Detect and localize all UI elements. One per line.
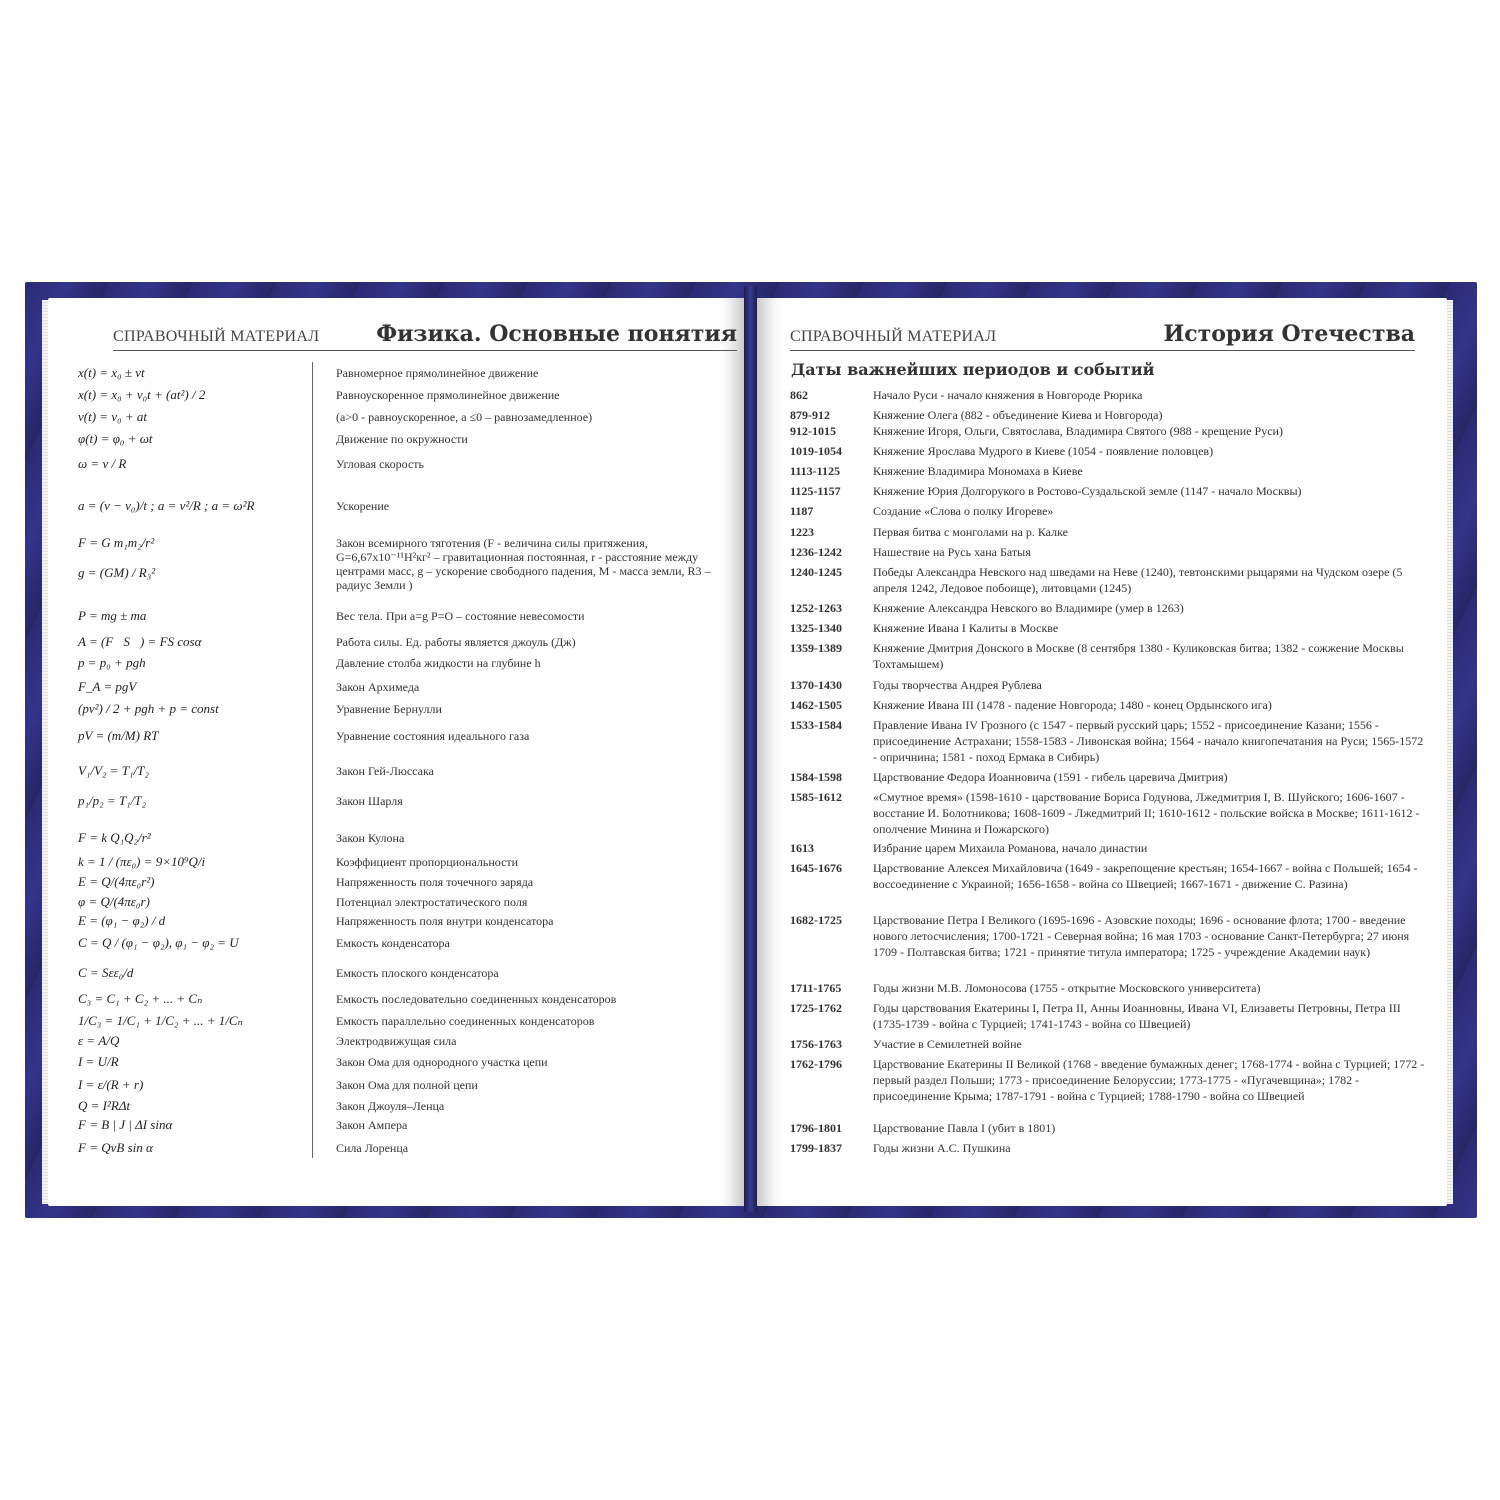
history-event: Начало Руси - начало княжения в Новгороде Рюрика xyxy=(873,388,1143,402)
history-year: 1252-1263 xyxy=(790,601,842,615)
history-event: Царствование Екатерины II Великой (1768 - введение бумажных денег; 1768-1774 - война с Турцией; 1772 - первый раздел Польши; 1773 - присоединение Белоруссии; 1773-1775 - «Пугачевщина»; 1782 - присоединение Крыма; 1787-1791 - война с Турцией; 1788-1790 - война со Швецией xyxy=(873,1057,1425,1103)
formula-description: Уравнение состояния идеального газа xyxy=(336,729,530,743)
history-event: Царствование Алексея Михайловича (1649 - закрепощение крестьян; 1654-1667 - война с Польшей; 1654 - воссоединение с Украиной; 1656-1658 - война со Швецией; 1667-1671 - движение С. Разина) xyxy=(873,861,1418,891)
history-event: Участие в Семилетней войне xyxy=(873,1037,1022,1051)
left-page-title: Физика. Основные понятия xyxy=(376,321,737,347)
history-event: Победы Александра Невского над шведами на Неве (1240), тевтонскими рыцарями на Чудском озере (5 апреля 1242, Ледовое побоище), литовцами (1245) xyxy=(873,565,1403,595)
history-event: Княжение Олега (882 - объединение Киева и Новгорода) xyxy=(873,408,1163,422)
history-event: Княжение Владимира Мономаха в Киеве xyxy=(873,464,1083,478)
formula-description: Закон Ома для однородного участка цепи xyxy=(336,1055,548,1069)
history-year: 1019-1054 xyxy=(790,444,842,458)
formula: F = B | J | ΔI sinα xyxy=(78,1117,173,1132)
history-year: 1223 xyxy=(790,525,814,539)
formula: x(t) = x₀ ± vt xyxy=(78,365,145,380)
left-page-header xyxy=(113,322,737,351)
history-event: Избрание царем Михаила Романова, начало династии xyxy=(873,841,1148,855)
formula: C = Sεε₀/d xyxy=(78,965,134,980)
formula-description: Уравнение Бернулли xyxy=(336,702,442,716)
formula: E = Q/(4πε₀r²) xyxy=(78,874,155,889)
formula: F_A = pgV xyxy=(78,679,137,694)
formula: I = U/R xyxy=(78,1054,119,1069)
history-event: Годы жизни А.С. Пушкина xyxy=(873,1141,1011,1155)
formula: pV = (m/M) RT xyxy=(78,728,159,743)
formula: I = ε/(R + r) xyxy=(78,1077,144,1092)
formula-description: Емкость плоского конденсатора xyxy=(336,966,499,980)
formula: ω = v / R xyxy=(78,456,127,471)
formula: Q = I²RΔt xyxy=(78,1098,131,1113)
formula-description: Закон Кулона xyxy=(336,831,405,845)
formula-description: Работа силы. Ед. работы является джоуль (Дж) xyxy=(336,635,576,649)
formula: k = 1 / (πε₀) = 9×10⁹Q/i xyxy=(78,854,206,869)
history-event: Правление Ивана IV Грозного (с 1547 - первый русский царь; 1552 - присоединение Казани; 1556 - присоединение Астрахани; 1558-1583 - Ливонская война; 1564 - начало книгопечатания на Руси; 1565-1572 - опричнина; 1581 - поход Ермака в Сибирь) xyxy=(873,718,1424,764)
formula: C = Q / (φ₁ − φ₂), φ₁ − φ₂ = U xyxy=(78,935,239,950)
history-year: 1325-1340 xyxy=(790,621,842,635)
formula-description: Вес тела. При a=g P=O – состояние невесомости xyxy=(336,609,585,623)
history-year: 1796-1801 xyxy=(790,1121,842,1135)
history-year: 1113-1125 xyxy=(790,464,841,478)
formula-description: Закон Ома для полной цепи xyxy=(336,1078,478,1092)
history-event: Царствование Павла I (убит в 1801) xyxy=(873,1121,1056,1135)
history-year: 1762-1796 xyxy=(790,1057,842,1071)
formula-description: Движение по окружности xyxy=(336,432,468,446)
formula-description: Закон всемирного тяготения (F - величина силы притяжения, G=6,67x10⁻¹¹Н²кг² – гравитационная постоянная, r - расстояние между центрами масс, g – ускорение свободного падения, М - масса земли, R3 – радиус Земли ) xyxy=(336,536,711,592)
formula-description: Равномерное прямолинейное движение xyxy=(336,366,539,380)
formula-description: Напряженность поля точечного заряда xyxy=(336,875,534,889)
history-event: «Смутное время» (1598-1610 - царствование Бориса Годунова, Лжедмитрия I, В. Шуйского; 1606-1607 - восстание И. Болотникова; 1608-1609 - Лжедмитрий II; 1610-1612 - польские войска в Москве; 1611-1612 - ополчение Минина и Пожарского) xyxy=(873,790,1420,836)
history-event: Княжение Ивана I Калиты в Москве xyxy=(873,621,1059,635)
notebook-spine xyxy=(744,286,757,1212)
history-year: 1240-1245 xyxy=(790,565,842,579)
history-year: 1370-1430 xyxy=(790,678,842,692)
history-year: 862 xyxy=(790,388,808,402)
formula: A = (F⃗S⃗) = FS cosα xyxy=(78,634,202,649)
formula: g = (GM) / R₃² xyxy=(78,565,156,580)
history-year: 1725-1762 xyxy=(790,1001,842,1015)
formula: F = k Q₁Q₂/r² xyxy=(78,830,151,845)
formula: v(t) = v₀ + at xyxy=(78,409,147,424)
history-year: 1585-1612 xyxy=(790,790,842,804)
formula-description: Закон Гей-Люссака xyxy=(336,764,434,778)
formula: 1/C₃ = 1/C₁ + 1/C₂ + ... + 1/Cₙ xyxy=(78,1013,243,1028)
history-year: 1533-1584 xyxy=(790,718,842,732)
formula: V₁/V₂ = T₁/T₂ xyxy=(78,763,149,778)
history-event: Годы жизни М.В. Ломоносова (1755 - открытие Московского университета) xyxy=(873,981,1261,995)
formula-description: Емкость параллельно соединенных конденсаторов xyxy=(336,1014,595,1028)
history-event: Нашествие на Русь хана Батыя xyxy=(873,545,1031,559)
history-year: 879-912 xyxy=(790,408,830,422)
history-year: 1359-1389 xyxy=(790,641,842,655)
history-event: Царствование Федора Иоанновича (1591 - гибель царевича Дмитрия) xyxy=(873,770,1228,784)
formula-description: Закон Джоуля–Ленца xyxy=(336,1099,445,1113)
history-event: Годы творчества Андрея Рублева xyxy=(873,678,1042,692)
history-year: 1711-1765 xyxy=(790,981,842,995)
formula: E = (φ₁ − φ₂) / d xyxy=(78,913,166,928)
history-event: Годы царствования Екатерины I, Петра II, Анны Иоанновны, Ивана VI, Елизаветы Петровны, Петра III (1735-1739 - война с Турцией; 1741-1743 - война со Швецией) xyxy=(873,1001,1401,1031)
history-event: Княжение Ярослава Мудрого в Киеве (1054 - появление половцев) xyxy=(873,444,1214,458)
history-year: 1187 xyxy=(790,504,814,518)
formula: x(t) = x₀ + v₀t + (at²) / 2 xyxy=(78,387,206,402)
formula-description: Сила Лоренца xyxy=(336,1141,409,1155)
formula: p₁/p₂ = T₁/T₂ xyxy=(78,793,147,808)
formula: F = QvB sin α xyxy=(78,1140,153,1155)
history-year: 1613 xyxy=(790,841,814,855)
formula-description: Емкость последовательно соединенных конденсаторов xyxy=(336,992,617,1006)
history-year: 1756-1763 xyxy=(790,1037,842,1051)
history-year: 1236-1242 xyxy=(790,545,842,559)
formula: C₃ = C₁ + C₂ + ... + Cₙ xyxy=(78,991,203,1006)
formula-description: Потенциал электростатического поля xyxy=(336,895,528,909)
page-edge-right xyxy=(1447,300,1453,1204)
history-year: 1799-1837 xyxy=(790,1141,842,1155)
formula-description: Угловая скорость xyxy=(336,457,424,471)
formula: p = p₀ + pgh xyxy=(78,655,146,670)
formula-description: Ускорение xyxy=(336,499,390,513)
history-event: Первая битва с монголами на р. Калке xyxy=(873,525,1068,539)
right-section-label: СПРАВОЧНЫЙ МАТЕРИАЛ xyxy=(790,328,997,345)
right-page-header xyxy=(790,322,1415,351)
history-year: 1584-1598 xyxy=(790,770,842,784)
history-year: 1682-1725 xyxy=(790,913,842,927)
history-event: Княжение Ивана III (1478 - падение Новгорода; 1480 - конец Ордынского ига) xyxy=(873,698,1272,712)
formula-description: Закон Архимеда xyxy=(336,680,420,694)
formula-description: Закон Ампера xyxy=(336,1118,408,1132)
left-section-label: СПРАВОЧНЫЙ МАТЕРИАЛ xyxy=(113,328,320,345)
history-year: 912-1015 xyxy=(790,424,836,438)
history-event: Царствование Петра I Великого (1695-1696 - Азовские походы; 1696 - основание флота; 1700 - введение нового летосчисления; 1700-1721 - Северная война; 16 мая 1703 - основание Санкт-Петербурга; 27 июня 1709 - Полтавская битва; 1721 - принятие титула императора; 1725 - учреждение Академии наук) xyxy=(873,913,1410,959)
history-year: 1462-1505 xyxy=(790,698,842,712)
history-subtitle: Даты важнейших периодов и событий xyxy=(791,360,1155,379)
formula-description: Емкость конденсатора xyxy=(336,936,450,950)
history-year: 1645-1676 xyxy=(790,861,842,875)
history-event: Княжение Юрия Долгорукого в Ростово-Суздальской земле (1147 - начало Москвы) xyxy=(873,484,1302,498)
formula: (pv²) / 2 + pgh + p = const xyxy=(78,701,219,716)
formula: ε = A/Q xyxy=(78,1033,120,1048)
formula-column-divider xyxy=(312,362,313,1158)
formula: a = (v − v₀)/t ; a = v²/R ; a = ω²R xyxy=(78,498,255,513)
formula: F = G m₁m₂/r² xyxy=(78,535,155,550)
formula: φ = Q/(4πε₀r) xyxy=(78,894,150,909)
formula-description: (a>0 - равноускоренное, a ≤0 – равнозамедленное) xyxy=(336,410,593,424)
history-event: Княжение Александра Невского во Владимире (умер в 1263) xyxy=(873,601,1184,615)
formula-description: Равноускоренное прямолинейное движение xyxy=(336,388,560,402)
formula: P = mg ± ma xyxy=(78,608,147,623)
formula-description: Давление столба жидкости на глубине h xyxy=(336,656,541,670)
formula: φ(t) = φ₀ + ωt xyxy=(78,431,153,446)
right-page-title: История Отечества xyxy=(1163,321,1415,347)
formula-description: Электродвижущая сила xyxy=(336,1034,457,1048)
history-event: Княжение Дмитрия Донского в Москве (8 сентября 1380 - Куликовская битва; 1382 - сожжение Москвы Тохтамышем) xyxy=(873,641,1404,671)
history-event: Создание «Слова о полку Игореве» xyxy=(873,504,1054,518)
formula-description: Закон Шарля xyxy=(336,794,403,808)
history-event: Княжение Игоря, Ольги, Святослава, Владимира Святого (988 - крещение Руси) xyxy=(873,424,1283,438)
history-year: 1125-1157 xyxy=(790,484,841,498)
formula-description: Коэффициент пропорциональности xyxy=(336,855,519,869)
formula-description: Напряженность поля внутри конденсатора xyxy=(336,914,554,928)
